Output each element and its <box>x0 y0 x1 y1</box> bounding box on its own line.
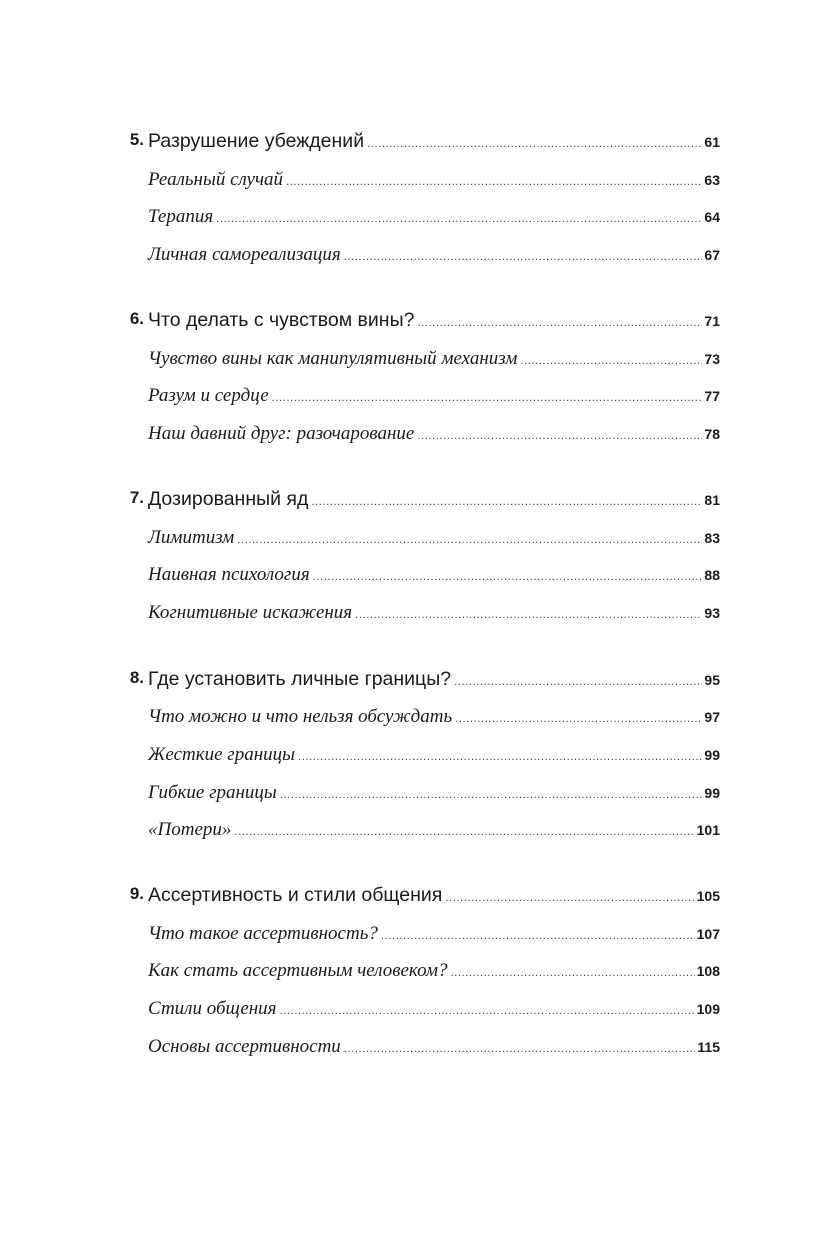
chapter-title: Что делать с чувством вины? <box>148 309 415 331</box>
page-number: 71 <box>704 313 720 329</box>
toc-section[interactable] <box>148 744 720 774</box>
dot-leader <box>450 968 694 979</box>
page-number: 83 <box>704 530 720 546</box>
toc-chapter-5[interactable] <box>129 130 720 160</box>
dot-leader <box>216 214 702 225</box>
dot-leader <box>417 318 702 329</box>
toc-section[interactable] <box>148 423 720 453</box>
chapter-number: 6. <box>129 309 144 328</box>
dot-leader <box>313 572 703 583</box>
toc-section[interactable] <box>148 206 720 236</box>
page-number: 101 <box>696 822 720 838</box>
section-title: Реальный случай <box>148 169 284 190</box>
page-number: 67 <box>704 247 720 263</box>
section-title: Жесткие границы <box>148 744 296 765</box>
section-title: «Потери» <box>148 819 232 840</box>
dot-leader <box>520 356 702 367</box>
section-title: Что можно и что нельзя обсуждать <box>148 706 453 727</box>
toc-section[interactable] <box>148 602 720 632</box>
dot-leader <box>311 497 702 508</box>
page-number: 61 <box>704 134 720 150</box>
section-title: Лимитизм <box>148 527 235 548</box>
dot-leader <box>280 1006 695 1017</box>
page-number: 115 <box>697 1039 720 1055</box>
dot-leader <box>344 1044 696 1055</box>
toc-chapter-6[interactable] <box>129 309 720 339</box>
dot-leader <box>367 139 702 150</box>
section-title: Как стать ассертивным человеком? <box>148 960 448 981</box>
page-number: 93 <box>704 605 720 621</box>
chapter-number: 8. <box>129 668 144 687</box>
toc-section[interactable] <box>148 998 720 1028</box>
toc-section[interactable] <box>148 1036 720 1066</box>
toc-section[interactable] <box>148 564 720 594</box>
dot-leader <box>280 790 703 801</box>
dot-leader <box>234 827 694 838</box>
section-title: Когнитивные искажения <box>148 602 353 623</box>
page-number: 78 <box>704 426 720 442</box>
section-title: Что такое ассертивность? <box>148 923 378 944</box>
page-number: 107 <box>696 926 720 942</box>
chapter-number: 7. <box>129 488 144 507</box>
section-title: Личная самореализация <box>148 244 341 265</box>
section-title: Основы ассертивности <box>148 1036 341 1057</box>
toc-section[interactable] <box>148 385 720 415</box>
chapter-title: Где установить личные границы? <box>148 668 452 690</box>
section-title: Чувство вины как манипулятивный механизм <box>148 348 518 369</box>
page-number: 81 <box>704 492 720 508</box>
page-number: 99 <box>704 785 720 801</box>
dot-leader <box>454 677 702 688</box>
chapter-title: Дозированный яд <box>148 488 309 510</box>
chapter-title: Разрушение убеждений <box>148 130 365 152</box>
dot-leader <box>381 931 695 942</box>
toc-section[interactable] <box>148 706 720 736</box>
page-number: 99 <box>704 747 720 763</box>
toc-section[interactable] <box>148 923 720 953</box>
chapter-title: Ассертивность и стили общения <box>148 884 443 906</box>
section-title: Разум и сердце <box>148 385 269 406</box>
page-number: 73 <box>704 351 720 367</box>
dot-leader <box>298 752 702 763</box>
chapter-number: 5. <box>129 130 144 149</box>
page-number: 109 <box>696 1001 720 1017</box>
dot-leader <box>286 177 702 188</box>
toc-section[interactable] <box>148 169 720 199</box>
page-number: 105 <box>696 888 720 904</box>
toc-section[interactable] <box>148 782 720 812</box>
section-title: Стили общения <box>148 998 277 1019</box>
toc-chapter-7[interactable] <box>129 488 720 518</box>
section-title: Наивная психология <box>148 564 310 585</box>
page-number: 77 <box>704 388 720 404</box>
page-number: 88 <box>704 567 720 583</box>
toc-section[interactable] <box>148 527 720 557</box>
toc-section[interactable] <box>148 348 720 378</box>
dot-leader <box>417 431 702 442</box>
page-number: 108 <box>696 963 720 979</box>
dot-leader <box>445 893 694 904</box>
section-title: Терапия <box>148 206 214 227</box>
section-title: Наш давний друг: разочарование <box>148 423 415 444</box>
toc-section[interactable] <box>148 819 720 849</box>
page-number: 63 <box>704 172 720 188</box>
dot-leader <box>355 610 702 621</box>
page-number: 95 <box>704 672 720 688</box>
section-title: Гибкие границы <box>148 782 277 803</box>
page-number: 97 <box>704 709 720 725</box>
dot-leader <box>272 393 703 404</box>
page-number: 64 <box>704 209 720 225</box>
chapter-number: 9. <box>129 884 144 903</box>
toc-chapter-9[interactable] <box>129 884 720 914</box>
toc-section[interactable] <box>148 244 720 274</box>
dot-leader <box>455 714 702 725</box>
dot-leader <box>237 535 702 546</box>
toc-section[interactable] <box>148 960 720 990</box>
dot-leader <box>344 252 703 263</box>
toc-chapter-8[interactable] <box>129 668 720 698</box>
